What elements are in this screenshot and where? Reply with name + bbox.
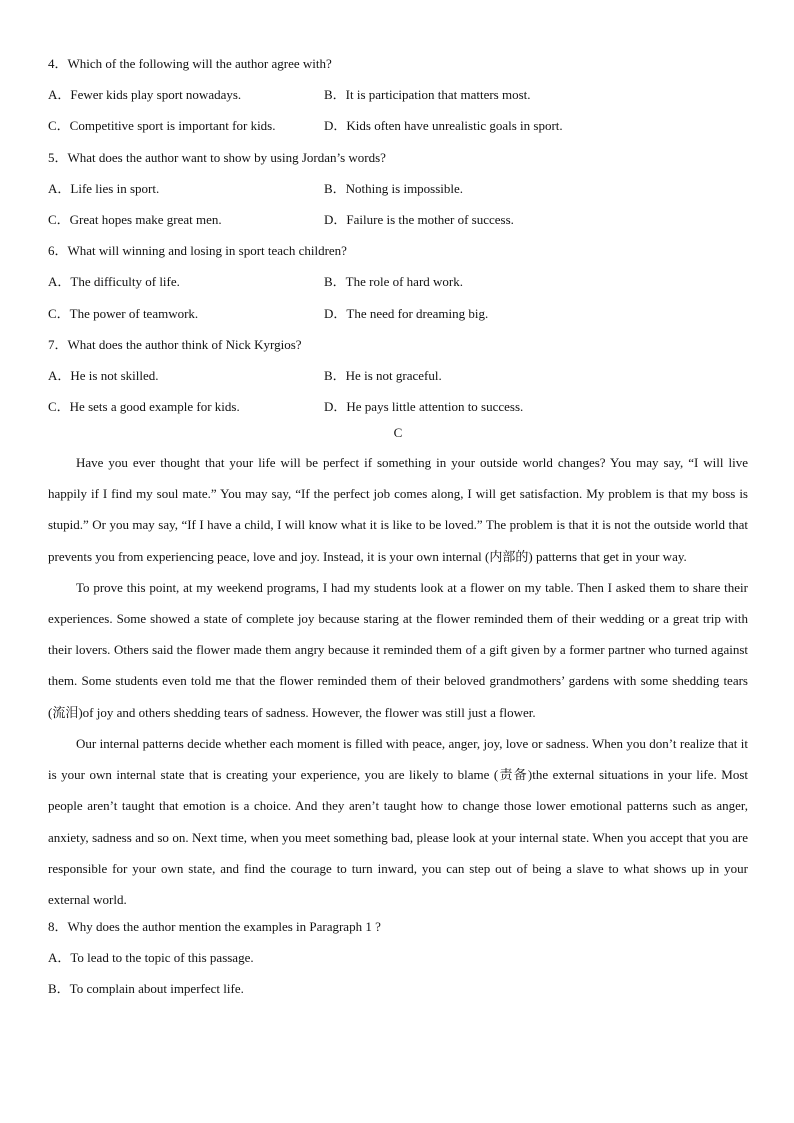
exam-page: [48, 52, 748, 1009]
question-6-options-row-1: [48, 270, 748, 301]
question-5-option-d[interactable]: D．Failure is the mother of success.: [324, 211, 514, 227]
question-7-options-row-2: [48, 395, 748, 421]
question-6-option-d[interactable]: D．The need for dreaming big.: [324, 305, 489, 321]
passage-paragraph-3: Our internal patterns decide whether each moment is filled with peace, anger, joy, love or sadness. When you don’t realize that it is your own internal state that is creating your experience, you are likely to blame (责备)the external situations in your life. Most people aren’t taught that emotion is a choice. And they aren’t taught how to change those lower emotional patterns such as anger, anxiety, sadness and so on. Next time, when you meet something bad, please look at your internal state. When you accept that you are responsible for your own state, and find the courage to turn inward, you can step out of being a slave to what shows up in your external world.: [48, 735, 748, 907]
question-4-option-c[interactable]: C．Competitive sport is important for kids.: [48, 118, 276, 134]
question-6-stem: 6．What will winning and losing in sport teach children?: [48, 243, 347, 259]
section-c-heading: C: [393, 425, 403, 441]
question-4-options-row-1: [48, 83, 748, 114]
question-8-stem: 8．Why does the author mention the examples in Paragraph 1 ?: [48, 919, 381, 935]
question-4-option-b[interactable]: B．It is participation that matters most.: [324, 87, 531, 103]
question-4-options-row-2: [48, 114, 748, 145]
question-5-option-c[interactable]: C．Great hopes make great men.: [48, 211, 222, 227]
question-5-options-row-1: [48, 177, 748, 208]
reading-passage: [48, 447, 748, 915]
question-5-stem: 5．What does the author want to show by using Jordan’s words?: [48, 149, 386, 165]
passage-paragraph-2: To prove this point, at my weekend programs, I had my students look at a flower on my table. Then I asked them to share their experiences. Some showed a state of complete joy because staring at the flower reminded them of their wedding or a great trip with their lovers. Others said the flower made them angry because it reminded them of a gift given by a former partner who turned against them. Some students even told me that the flower reminded them of their beloved grandmothers’ gardens with some shedding tears (流泪)of joy and others shedding tears of sadness. However, the flower was still just a flower.: [48, 579, 748, 720]
question-6-options-row-2: [48, 302, 748, 333]
question-6-option-c[interactable]: C．The power of teamwork.: [48, 305, 199, 321]
question-8-option-a[interactable]: A．To lead to the topic of this passage.: [48, 950, 254, 966]
question-4-stem: 4．Which of the following will the author agree with?: [48, 56, 332, 71]
question-6-option-b[interactable]: B．The role of hard work.: [324, 274, 463, 290]
question-7-option-d[interactable]: D．He pays little attention to success.: [324, 399, 524, 415]
question-7-stem: 7．What does the author think of Nick Kyrgios?: [48, 336, 302, 352]
question-5-option-b[interactable]: B．Nothing is impossible.: [324, 180, 464, 196]
question-8-option-b[interactable]: B．To complain about imperfect life.: [48, 981, 244, 997]
question-7-options-row-1: [48, 364, 748, 395]
question-4-option-a[interactable]: A．Fewer kids play sport nowadays.: [48, 87, 242, 103]
question-7-option-c[interactable]: C．He sets a good example for kids.: [48, 399, 240, 415]
question-5-options-row-2: [48, 208, 748, 239]
question-6-option-a[interactable]: A．The difficulty of life.: [48, 274, 180, 290]
question-7-option-b[interactable]: B．He is not graceful.: [324, 367, 442, 383]
passage-paragraph-1: Have you ever thought that your life will be perfect if something in your outside world changes? You may say, “I will live happily if I find my soul mate.” You may say, “If the perfect job comes along, I will get satisfaction. My problem is that my boss is stupid.” Or you may say, “If I have a child, I will know what it is like to be loved.” The problem is that it is not the outside world that prevents you from experiencing peace, love and joy. Instead, it is your own internal (内部的) patterns that get in your way.: [48, 455, 748, 564]
question-7-option-a[interactable]: A．He is not skilled.: [48, 367, 159, 383]
question-5-option-a[interactable]: A．Life lies in sport.: [48, 180, 160, 196]
question-4-option-d[interactable]: D．Kids often have unrealistic goals in sport.: [324, 118, 563, 134]
